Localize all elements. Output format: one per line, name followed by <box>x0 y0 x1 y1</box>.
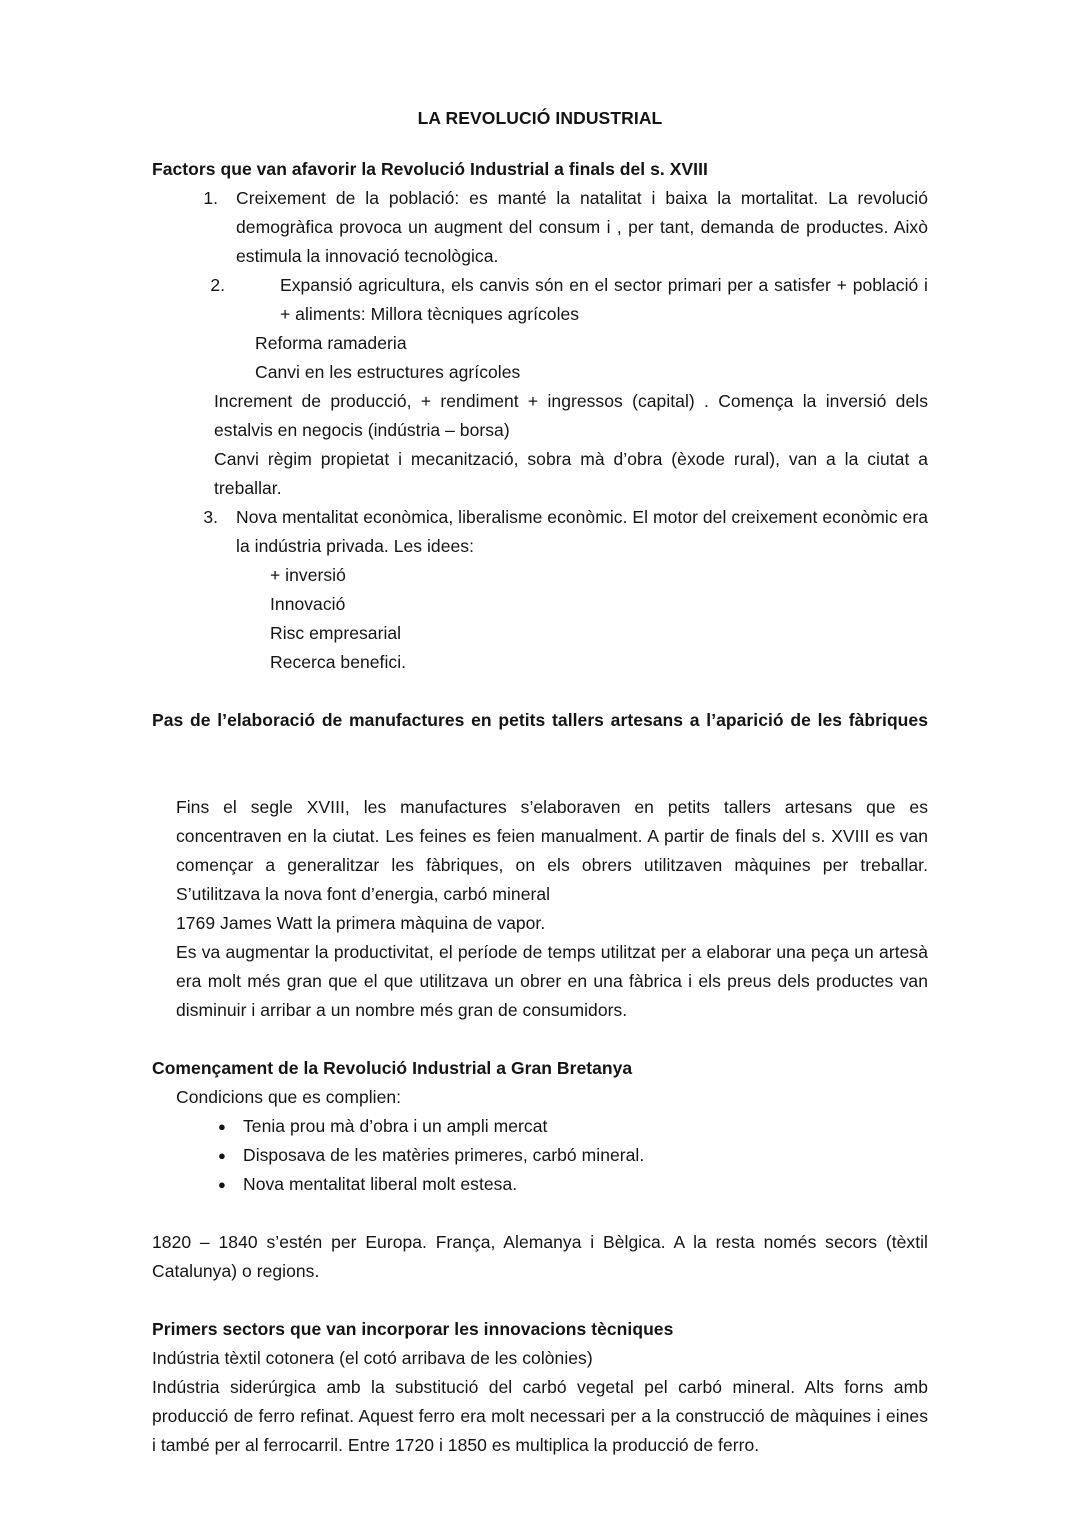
gran-bretanya-closing: 1820 – 1840 s’estén per Europa. França, Alemanya i Bèlgica. A la resta només secors (tèxtil Catalunya) o regions. <box>152 1232 928 1281</box>
manufactures-paragraph-2: 1769 James Watt la primera màquina de vapor. <box>176 913 546 933</box>
bullet-icon: ● <box>218 1177 226 1192</box>
manufactures-paragraph-3: Es va augmentar la productivitat, el període de temps utilitzat per a elaborar una peça un artesà era molt més gran que el que utilitzava un obrer en una fàbrica i els preus dels productes van disminuir i arribar a un nombre més gran de consumidors. <box>176 942 928 1020</box>
primers-sectors-paragraph-2: Indústria siderúrgica amb la substitució del carbó vegetal pel carbó mineral. Alts forns amb producció de ferro refinat. Aquest ferro era molt necessari per a la construcció de màquines i eines i també per al ferrocarril. Entre 1720 i 1850 es multiplica la producció de ferro. <box>152 1377 928 1455</box>
document-body <box>152 0 928 1460</box>
spacer-2 <box>152 764 928 793</box>
idea-item-4: Recerca benefici. <box>270 652 407 672</box>
list-marker-3: 3. <box>203 507 218 527</box>
spacer-after-title <box>152 133 928 155</box>
heading-primers-sectors: Primers sectors que van incorporar les innovacions tècniques <box>152 1319 674 1339</box>
spacer-1 <box>152 677 928 706</box>
bullet-text-1: Tenia prou mà d’obra i un ampli mercat <box>243 1116 548 1136</box>
list-marker-2: 2. <box>210 275 225 295</box>
list-item-2 <box>152 271 928 329</box>
document-title <box>152 104 928 133</box>
list-item-1-text: Creixement de la població: es manté la natalitat i baixa la mortalitat. La revolució demogràfica provoca un augment del consum i , per tant, demanda de productes. Això estimula la innovació tecnològica. <box>236 188 928 266</box>
list-item-2-text: Expansió agricultura, els canvis són en el sector primari per a satisfer + població i + aliments: Millora tècniques agrícoles <box>280 275 928 324</box>
list-item-2-subline-1: Reforma ramaderia <box>255 333 407 353</box>
idea-item-1: + inversió <box>270 565 346 585</box>
bullet-icon: ● <box>218 1148 226 1163</box>
list-marker-1: 1. <box>203 188 218 208</box>
gran-bretanya-intro: Condicions que es complien: <box>176 1087 402 1107</box>
heading-gran-bretanya: Començament de la Revolució Industrial a Gran Bretanya <box>152 1058 633 1078</box>
list-item-2-continuation-1: Increment de producció, + rendiment + ingressos (capital) . Comença la inversió dels estalvis en negocis (indústria – borsa) <box>214 391 928 440</box>
list-item-3 <box>152 503 928 561</box>
document-title-text: LA REVOLUCIÓ INDUSTRIAL <box>417 108 663 128</box>
bullet-icon: ● <box>218 1119 226 1134</box>
spacer-3 <box>152 1025 928 1054</box>
gran-bretanya-bullet-list <box>152 1112 928 1199</box>
idea-item-3: Risc empresarial <box>270 623 402 643</box>
bullet-text-2: Disposava de les matèries primeres, carbó mineral. <box>243 1145 645 1165</box>
bullet-text-3: Nova mentalitat liberal molt estesa. <box>243 1174 518 1194</box>
list-item-2-subline-2: Canvi en les estructures agrícoles <box>255 362 521 382</box>
idea-item-2: Innovació <box>270 594 346 614</box>
spacer-4 <box>152 1199 928 1228</box>
list-item <box>152 1170 928 1199</box>
heading-manufactures: Pas de l’elaboració de manufactures en petits tallers artesans a l’aparició de les fàbriques <box>152 710 928 730</box>
manufactures-paragraph-1: Fins el segle XVIII, les manufactures s’elaboraven en petits tallers artesans que es concentraven en la ciutat. Les feines es feien manualment. A partir de finals del s. XVIII es van començar a generalitzar les fàbriques, on els obrers utilitzaven màquines per treballar. S’utilitzava la nova font d’energia, carbó mineral <box>176 797 928 904</box>
list-item-2-continuation-2: Canvi règim propietat i mecanització, sobra mà d’obra (èxode rural), van a la ciutat a treballar. <box>214 449 928 498</box>
primers-sectors-paragraph-1: Indústria tèxtil cotonera (el cotó arribava de les colònies) <box>152 1348 593 1368</box>
heading-factors: Factors que van afavorir la Revolució Industrial a finals del s. XVIII <box>152 159 708 179</box>
spacer-5 <box>152 1286 928 1315</box>
list-item <box>152 1141 928 1170</box>
list-item-3-text: Nova mentalitat econòmica, liberalisme econòmic. El motor del creixement econòmic era la indústria privada. Les idees: <box>236 507 928 556</box>
list-item-1 <box>152 184 928 271</box>
list-item <box>152 1112 928 1141</box>
